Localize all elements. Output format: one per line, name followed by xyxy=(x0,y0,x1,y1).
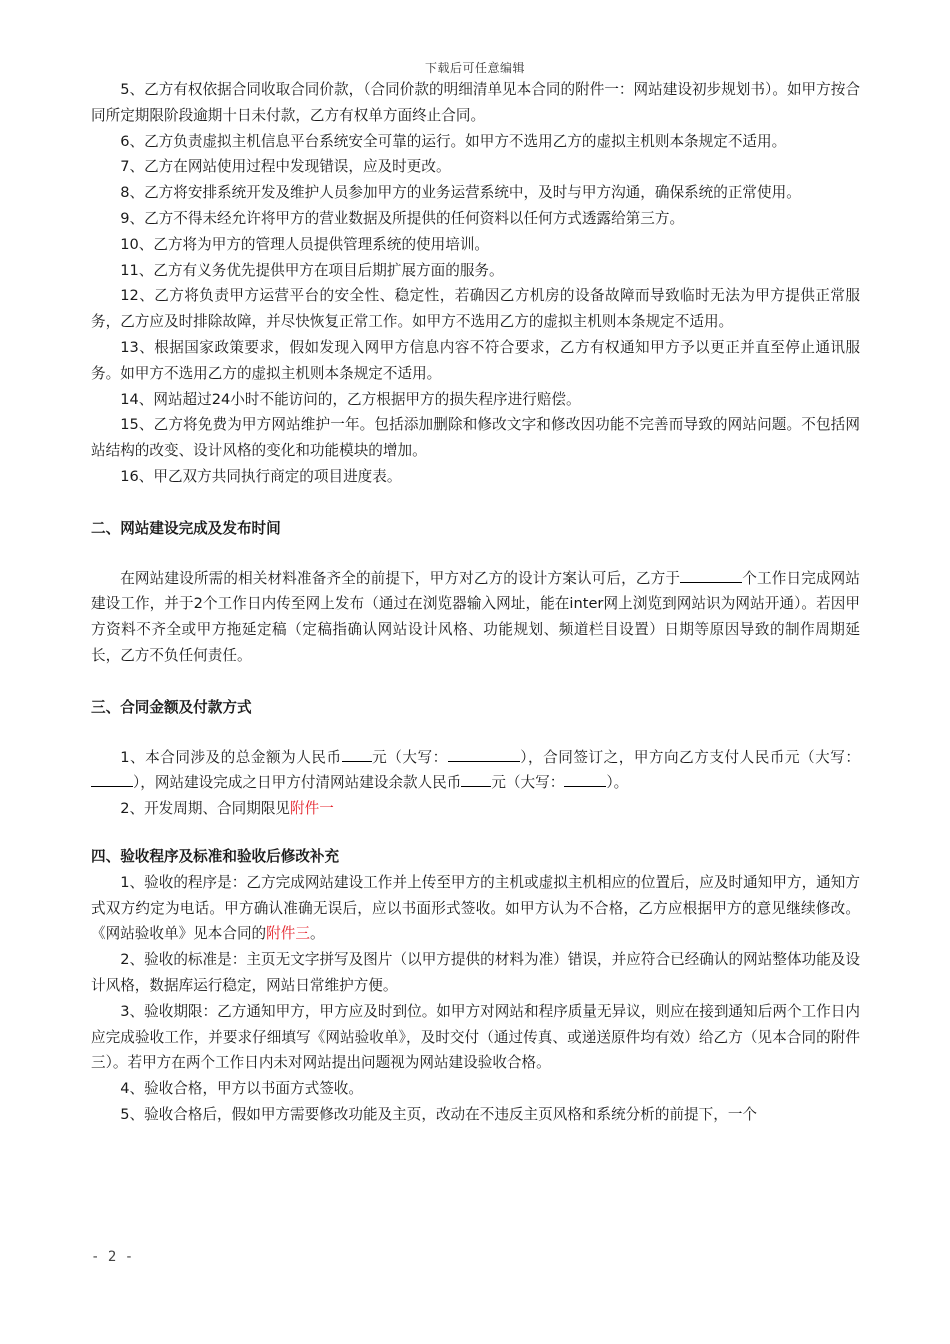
section-2-text-a: 在网站建设所需的相关材料准备齐全的前提下，甲方对乙方的设计方案认可后，乙方于 xyxy=(120,569,681,587)
clause-9: 9、乙方不得未经允许将甲方的营业数据及所提供的任何资料以任何方式透露给第三方。 xyxy=(120,209,685,227)
attachment-1-link[interactable]: 附件一 xyxy=(290,800,334,818)
section-2-paragraph xyxy=(91,566,860,669)
clause-7: 7、乙方在网站使用过程中发现错误，应及时更改。 xyxy=(120,158,451,176)
section-4-paragraph-4: 4、验收合格，甲方以书面方式签收。 xyxy=(120,1080,363,1098)
workdays-blank xyxy=(680,568,742,583)
clause-14: 14、网站超过24小时不能访问的，乙方根据甲方的损失程序进行赔偿。 xyxy=(120,390,581,408)
section-4-title: 四、验收程序及标准和验收后修改补充 xyxy=(91,847,340,865)
clause-10: 10、乙方将为甲方的管理人员提供管理系统的使用培训。 xyxy=(120,235,490,253)
amount-text-d: ），网站建设完成之日甲方付清网站建设余款人民币 xyxy=(133,774,462,792)
amount-text-f: ）。 xyxy=(606,774,629,792)
balance-words-blank xyxy=(564,772,606,787)
section-3-title: 三、合同金额及付款方式 xyxy=(91,698,252,716)
amount-text-a: 1、本合同涉及的总金额为人民币 xyxy=(120,748,342,766)
balance-blank xyxy=(461,772,491,787)
amount-text-b: 元（大写： xyxy=(371,748,448,766)
acceptance-procedure-text: 1、验收的程序是：乙方完成网站建设工作并上传至甲方的主机或虚拟主机相应的位置后，应及时通知甲方，通知方式双方约定为电话。甲方确认准确无误后，应以书面形式签收。如甲方认为不合格，乙方应根据甲方的意见继续修改。《网站验收单》见本合同的 xyxy=(91,873,860,943)
period-text: 2、开发周期、合同期限见 xyxy=(120,800,291,818)
clause-13: 13、根据国家政策要求，假如发现入网甲方信息内容不符合要求，乙方有权通知甲方予以更正并直至停止通讯服务。如甲方不选用乙方的虚拟主机则本条规定不适用。 xyxy=(91,338,860,382)
amount-words-blank xyxy=(448,747,520,762)
amount-blank xyxy=(342,747,372,762)
section-2-title: 二、网站建设完成及发布时间 xyxy=(91,519,281,537)
section-4-paragraph-1 xyxy=(91,870,860,947)
clause-12: 12、乙方将负责甲方运营平台的安全性、稳定性，若确因乙方机房的设备故障而导致临时无法为甲方提供正常服务，乙方应及时排除故障，并尽快恢复正常工作。如甲方不选用乙方的虚拟主机则本条规定不适用。 xyxy=(91,287,860,331)
clause-6: 6、乙方负责虚拟主机信息平台系统安全可靠的运行。如甲方不选用乙方的虚拟主机则本条规定不适用。 xyxy=(120,132,787,150)
clause-15: 15、乙方将免费为甲方网站维护一年。包括添加删除和修改文字和修改因功能不完善而导致的网站问题。不包括网站结构的改变、设计风格的变化和功能模块的增加。 xyxy=(91,416,860,460)
page-number: - 2 - xyxy=(91,1249,134,1265)
first-payment-words-blank xyxy=(91,772,133,787)
section-4-paragraph-5: 5、验收合格后，假如甲方需要修改功能及主页，改动在不违反主页风格和系统分析的前提下，一个 xyxy=(120,1105,758,1123)
clause-11: 11、乙方有义务优先提供甲方在项目后期扩展方面的服务。 xyxy=(120,261,504,279)
clause-5: 5、乙方有权依据合同收取合同价款，（合同价款的明细清单见本合同的附件一：网站建设初步规划书）。如甲方按合同所定期限阶段逾期十日未付款，乙方有权单方面终止合同。 xyxy=(91,81,860,124)
attachment-3-link[interactable]: 附件三 xyxy=(266,925,310,943)
section-2-text-b: 个工作日完成网站建设工作，并于2个工作日内传至网上发布（通过在浏览器输入网址，能在inter网上浏览到网站识为网站开通）。若因甲方资料不齐全或甲方拖延定稿（定稿指确认网站设计风格、功能规划、频道栏目设置）日期等原因导致的制作周期延长，乙方不负任何责任。 xyxy=(91,569,860,664)
section-3-paragraph-2 xyxy=(91,796,860,822)
amount-text-e: 元（大写： xyxy=(491,774,565,792)
section-4-paragraph-3: 3、验收期限：乙方通知甲方，甲方应及时到位。如甲方对网站和程序质量无异议，则应在接到通知后两个工作日内应完成验收工作，并要求仔细填写《网站验收单》，及时交付（通过传真、或递送原件均有效）给乙方（见本合同的附件三）。若甲方在两个工作日内未对网站提出问题视为网站建设验收合格。 xyxy=(91,1002,860,1072)
page-header: 下载后可任意编辑 xyxy=(424,61,525,75)
amount-text-c: ），合同签订之，甲方向乙方支付人民币元（大写： xyxy=(519,748,860,766)
clause-8: 8、乙方将安排系统开发及维护人员参加甲方的业务运营系统中，及时与甲方沟通，确保系统的正常使用。 xyxy=(120,184,801,202)
section-4-paragraph-2: 2、验收的标准是：主页无文字拼写及图片（以甲方提供的材料为准）错误，并应符合已经确认的网站整体功能及设计风格，数据库运行稳定，网站日常维护方便。 xyxy=(91,951,860,994)
contract-body xyxy=(91,77,860,1128)
acceptance-procedure-end: 。 xyxy=(309,925,325,943)
section-3-paragraph-1 xyxy=(91,745,860,797)
clause-16: 16、甲乙双方共同执行商定的项目进度表。 xyxy=(120,467,402,485)
